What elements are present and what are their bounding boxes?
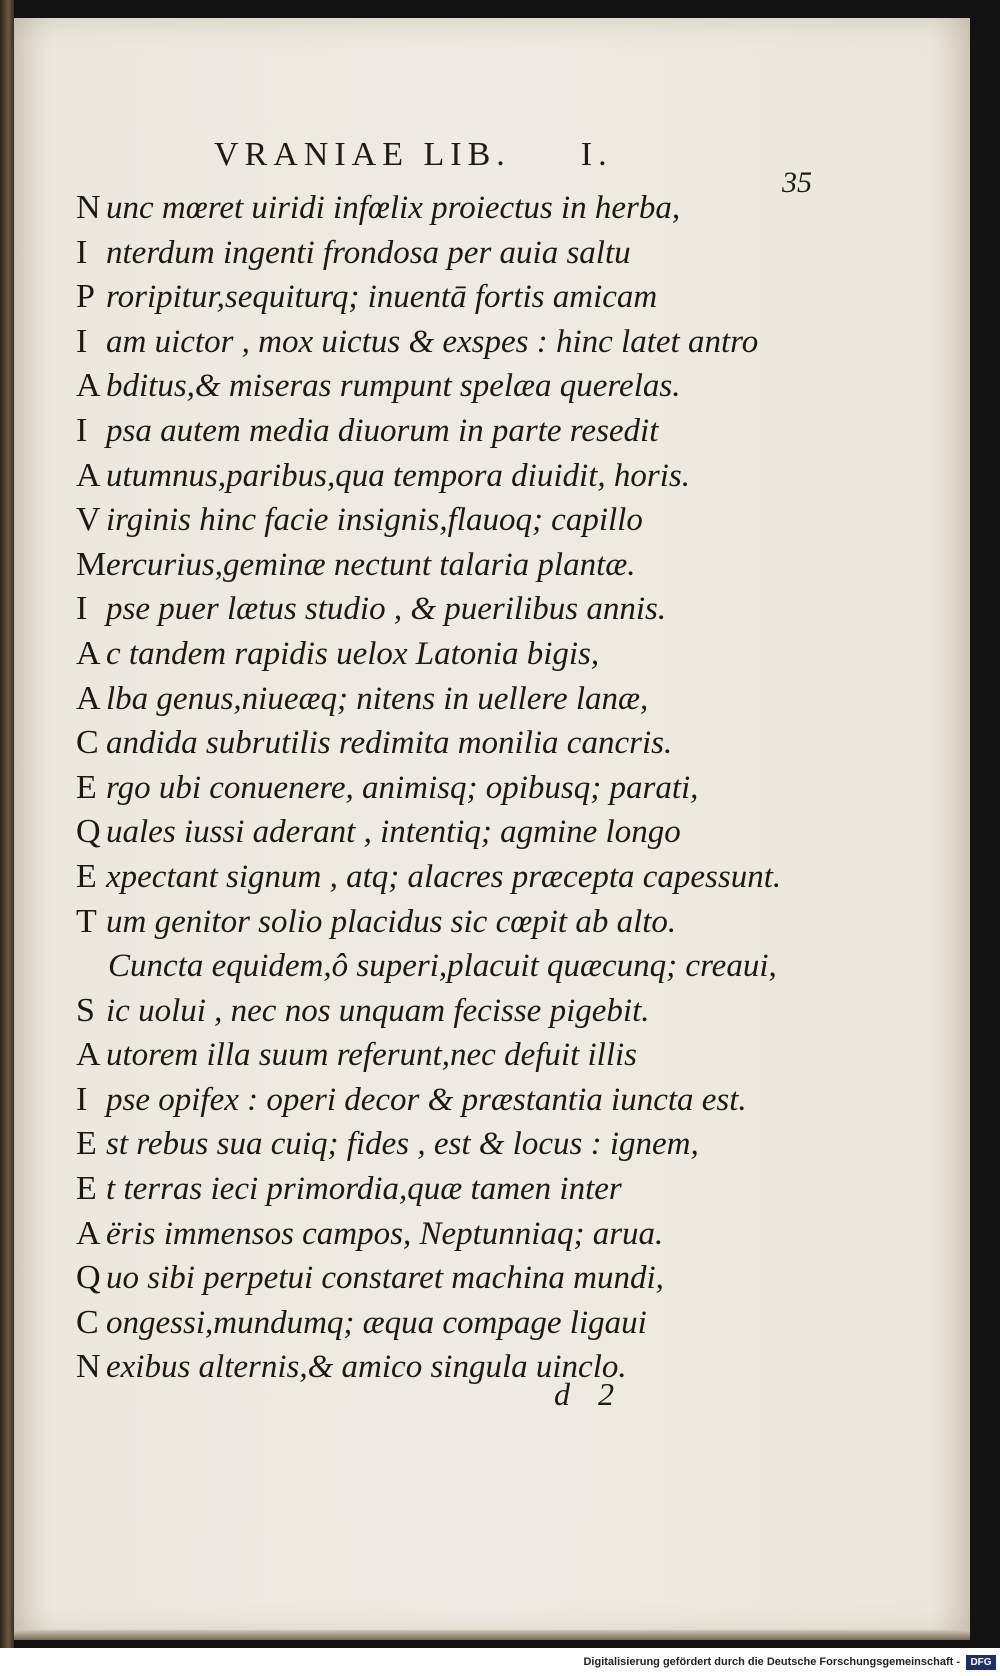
verse-line [76, 364, 936, 409]
running-head-book: I. [580, 136, 613, 173]
verse-initial: I [76, 411, 88, 449]
verse-text: pse opifex : operi decor & præstantia iuncta est. [106, 1081, 747, 1118]
binding-edge [0, 0, 14, 1648]
running-head-title: VRANIAE LIB. [214, 136, 511, 173]
verse-line [76, 587, 936, 632]
dfg-logo: DFG [966, 1655, 996, 1670]
verse-line [76, 409, 936, 454]
verse-line [76, 1301, 936, 1346]
verse-initial: E [76, 768, 97, 806]
verse-text: bditus,& miseras rumpunt spelæa querelas. [106, 368, 681, 405]
verse-text: andida subrutilis redimita monilia cancris. [106, 725, 673, 762]
verse-initial: N [76, 1348, 101, 1386]
running-head [214, 136, 613, 174]
verse-list [76, 186, 936, 1390]
verse-line [76, 721, 936, 766]
verse-initial: Q [76, 1259, 101, 1297]
verse-line [76, 810, 936, 855]
verse-line [76, 498, 936, 543]
verse-text: um genitor solio placidus sic cœpit ab alto. [106, 903, 677, 940]
verse-initial: A [76, 367, 101, 405]
verse-text: c tandem rapidis uelox Latonia bigis, [106, 635, 600, 672]
verse-text: exibus alternis,& amico singula uinclo. [106, 1349, 627, 1386]
page-number: 35 [782, 166, 812, 199]
verse-text: utorem illa suum referunt,nec defuit illis [106, 1037, 637, 1074]
verse-line [76, 1167, 936, 1212]
page-bottom-edge [14, 1630, 970, 1640]
verse-initial: A [76, 634, 101, 672]
verse-line [76, 454, 936, 499]
verse-line [76, 855, 936, 900]
verse-text: pse puer lætus studio , & puerilibus annis. [106, 591, 667, 628]
verse-line [76, 632, 936, 677]
verse-line [76, 944, 936, 989]
verse-line [76, 1345, 936, 1390]
verse-initial: E [76, 857, 97, 895]
verse-text: xpectant signum , atq; alacres præcepta capessunt. [106, 858, 782, 895]
verse-initial: I [76, 1080, 88, 1118]
verse-text: nterdum ingenti frondosa per auia saltu [106, 234, 631, 271]
verse-line [76, 231, 936, 276]
verse-initial: C [76, 724, 99, 762]
verse-line [76, 186, 936, 231]
verse-text: st rebus sua cuiq; fides , est & locus : ignem, [106, 1126, 699, 1163]
verse-text: t terras ieci primordia,quæ tamen inter [106, 1171, 622, 1208]
verse-line [76, 320, 936, 365]
signature-mark: d 2 [554, 1376, 624, 1412]
footer-credit: Digitalisierung gefördert durch die Deutsche Forschungsgemeinschaft - [583, 1656, 960, 1668]
verse-initial: I [76, 590, 88, 628]
verse-text: Cuncta equidem,ô superi,placuit quæcunq; creaui, [108, 948, 777, 985]
verse-text: utumnus,paribus,qua tempora diuidit, horis. [106, 457, 690, 494]
verse-text: ercurius,geminæ nectunt talaria plantæ. [106, 546, 636, 583]
verse-text: rgo ubi conuenere, animisq; opibusq; parati, [106, 769, 699, 806]
verse-line [76, 900, 936, 945]
verse-initial: A [76, 456, 101, 494]
verse-line [76, 677, 936, 722]
verse-initial: I [76, 322, 88, 360]
verse-initial: Q [76, 813, 101, 851]
verse-initial: I [76, 233, 88, 271]
verse-initial: S [76, 991, 95, 1029]
verse-line [76, 1256, 936, 1301]
verse-text: lba genus,niueæq; nitens in uellere lanæ, [106, 680, 649, 717]
verse-line [76, 1122, 936, 1167]
verse-initial: A [76, 679, 101, 717]
book-page [14, 18, 970, 1636]
verse-text: uo sibi perpetui constaret machina mundi, [106, 1260, 664, 1297]
verse-text: irginis hinc facie insignis,flauoq; capillo [106, 502, 643, 539]
verse-initial: P [76, 278, 95, 316]
verse-text: psa autem media diuorum in parte resedit [106, 412, 659, 449]
verse-initial: M [76, 545, 107, 583]
footer-bar [0, 1652, 1000, 1676]
verse-text: roripitur,sequiturq; inuentā fortis amicam [106, 279, 658, 316]
verse-initial: V [76, 501, 101, 539]
verse-text: ic uolui , nec nos unquam fecisse pigebit. [106, 992, 650, 1029]
verse-line [76, 1033, 936, 1078]
verse-initial: A [76, 1214, 101, 1252]
verse-text: am uictor , mox uictus & exspes : hinc latet antro [106, 323, 759, 360]
verse-text: ongessi,mundumq; æqua compage ligaui [106, 1304, 647, 1341]
verse-line [76, 543, 936, 588]
verse-line [76, 1212, 936, 1257]
verse-initial: E [76, 1170, 97, 1208]
verse-initial: T [76, 902, 97, 940]
verse-initial: E [76, 1125, 97, 1163]
verse-line [76, 766, 936, 811]
verse-text: uales iussi aderant , intentiq; agmine longo [106, 814, 681, 851]
verse-line [76, 1078, 936, 1123]
verse-line [76, 275, 936, 320]
verse-initial: N [76, 189, 101, 226]
verse-text: unc mœret uiridi infœlix proiectus in herba, [106, 190, 681, 226]
verse-text: ëris immensos campos, Neptunniaq; arua. [106, 1215, 664, 1252]
verse-initial: A [76, 1036, 101, 1074]
verse-initial: C [76, 1303, 99, 1341]
verse-line [76, 989, 936, 1034]
